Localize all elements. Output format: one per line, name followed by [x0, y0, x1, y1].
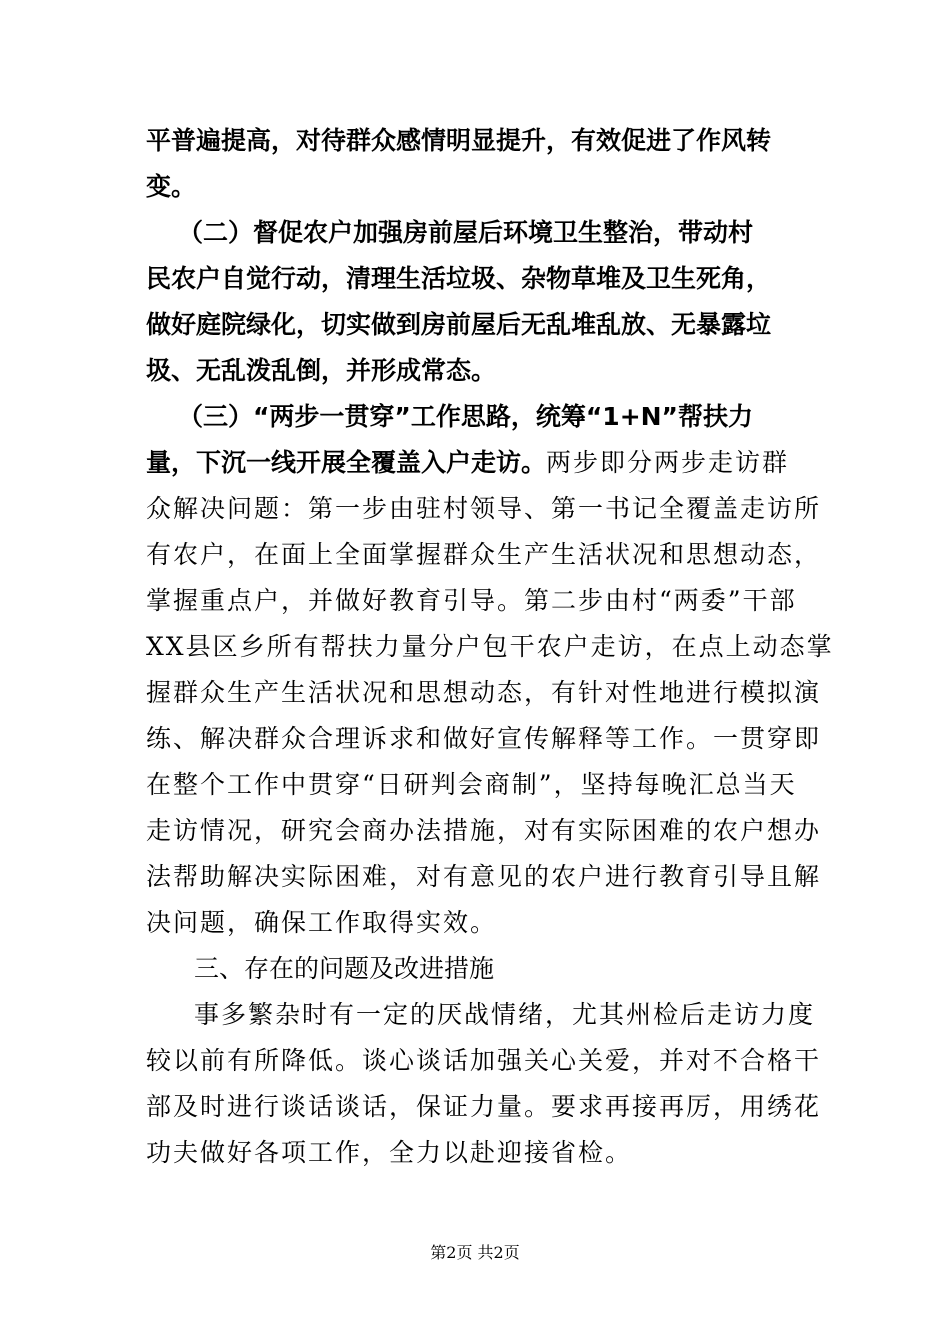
- body-line: 平普遍提高，对待群众感情明显提升，有效促进了作风转: [146, 126, 772, 155]
- body-line: XX县区乡所有帮扶力量分户包干农户走访，在点上动态掌: [146, 632, 834, 661]
- body-text: 两步即分两步走访群: [546, 448, 790, 477]
- heading-continuation: 量，下沉一线开展全覆盖入户走访。: [146, 448, 547, 477]
- body-line: 握群众生产生活状况和思想动态，有针对性地进行模拟演: [146, 678, 822, 707]
- page-footer: 第2页 共2页: [430, 1243, 520, 1262]
- body-line: 走访情况，研究会商办法措施，对有实际困难的农户想办: [146, 816, 822, 845]
- body-line: 决问题，确保工作取得实效。: [146, 908, 498, 937]
- section-heading-2: （二）督促农户加强房前屋后环境卫生整治，带动村: [178, 218, 754, 247]
- body-line: 在整个工作中贯穿“日研判会商制”，坚持每晚汇总当天: [146, 770, 797, 799]
- section-heading-3: （三）“两步一贯穿”工作思路，统筹“1+N”帮扶力: [178, 402, 753, 431]
- body-line: 众解决问题：第一步由驻村领导、第一书记全覆盖走访所: [146, 494, 822, 523]
- body-line-mixed: [146, 448, 950, 478]
- body-line: 练、解决群众合理诉求和做好宣传解释等工作。一贯穿即: [146, 724, 822, 753]
- body-line: 事多繁杂时有一定的厌战情绪，尤其州检后走访力度: [194, 1000, 816, 1029]
- body-line: 部及时进行谈话谈话，保证力量。要求再接再厉，用绣花: [146, 1092, 822, 1121]
- body-line: 民农户自觉行动，清理生活垃圾、杂物草堆及卫生死角，: [146, 264, 772, 293]
- chapter-heading: 三、存在的问题及改进措施: [194, 954, 495, 983]
- body-line: 有农户，在面上全面掌握群众生产生活状况和思想动态，: [146, 540, 822, 569]
- body-line: 圾、无乱泼乱倒，并形成常态。: [146, 356, 497, 385]
- body-line: 做好庭院绿化，切实做到房前屋后无乱堆乱放、无暴露垃: [146, 310, 772, 339]
- body-line: 掌握重点户，并做好教育引导。第二步由村“两委”干部: [146, 586, 797, 615]
- body-line: 法帮助解决实际困难，对有意见的农户进行教育引导且解: [146, 862, 822, 891]
- body-line: 较以前有所降低。谈心谈话加强关心关爱，并对不合格干: [146, 1046, 822, 1075]
- body-line: 变。: [146, 172, 197, 201]
- body-line: 功夫做好各项工作，全力以赴迎接省检。: [146, 1138, 633, 1167]
